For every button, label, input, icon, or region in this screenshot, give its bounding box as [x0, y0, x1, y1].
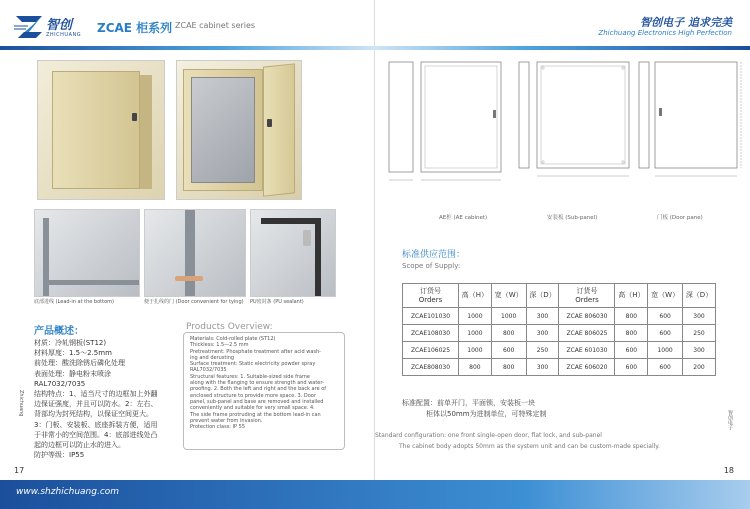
- table-cell: ZCAE101030: [403, 308, 459, 325]
- ae-cabinet-drawing: [385, 58, 505, 188]
- col-width-2: 宽（W）: [648, 284, 683, 308]
- overview-list-cn: [34, 338, 186, 460]
- door-tying-photo: [144, 209, 246, 297]
- header-divider: [0, 46, 375, 50]
- table-cell: 250: [683, 325, 716, 342]
- table-cell: 600: [615, 359, 648, 376]
- caption-door-tying: 便于扎线的门 (Door convenient for tying): [144, 299, 244, 305]
- logo-text-cn: 智创: [46, 18, 73, 33]
- overview-title-en: Products Overview:: [186, 322, 273, 332]
- subpanel-drawing: [515, 58, 635, 188]
- overview-item: 背部均为封死结构，以保证空间更大。: [34, 410, 153, 419]
- overview-box-en: [183, 332, 345, 450]
- hinge: [303, 230, 311, 246]
- table-cell: 1000: [648, 342, 683, 359]
- overview-item-en: Protection class: IP 55: [190, 424, 246, 431]
- config-en-line-1: Standard configuration: one front single-open door, flat lock, and sub-panel: [375, 432, 602, 439]
- overview-item: 于非常小的空间范围。4：底部进线处凸: [34, 430, 158, 439]
- table-row: [403, 308, 716, 325]
- table-row: [403, 342, 716, 359]
- footer-url: www.shzhichuang.com: [16, 487, 120, 497]
- overview-item-en: Structural features: 1. Suitable-sized side frame: [190, 373, 310, 380]
- cabinet-subpanel: [191, 77, 255, 183]
- table-cell: 300: [526, 359, 559, 376]
- overview-title-cn: 产品概述：: [34, 326, 84, 337]
- table-row: [403, 325, 716, 342]
- slogan-cn: 智创电子 追求完美: [640, 16, 732, 29]
- overview-item: 结构特点：1、适当尺寸的边框加上外翻: [34, 390, 158, 399]
- series-title: ZCAE 柜系列: [97, 21, 173, 35]
- door-lock-icon: [267, 119, 272, 127]
- col-width: 宽（W）: [491, 284, 526, 308]
- frame-edge: [43, 218, 49, 297]
- closed-cabinet-photo: [37, 60, 165, 200]
- col-height: 高（H）: [459, 284, 492, 308]
- side-label-right: 智创电子: [727, 410, 733, 430]
- config-en-line-2: The cabinet body adopts 50mm as the system unit and can be custom-made specially.: [399, 443, 660, 450]
- overview-item: 边保证强度，并且可以防水。2：左右、: [34, 400, 158, 409]
- configuration-en: [375, 430, 750, 452]
- caption-door-pane: 门板 (Door pane): [657, 215, 703, 221]
- overview-item: 防护等级：IP55: [34, 451, 85, 460]
- caption-pu-sealant: PU密封条 (PU sealant): [250, 299, 304, 305]
- table-cell: 600: [491, 342, 526, 359]
- side-label-left: Zhichuang: [18, 390, 24, 417]
- overview-item-en: RAL7032/7035: [190, 367, 227, 374]
- overview-item-en: prevent water from invasion.: [190, 417, 263, 424]
- door-rail: [185, 210, 195, 297]
- caption-bottom-leadin: 底部进线 (Lead-in at the bottom): [34, 299, 114, 305]
- tie-strap: [175, 276, 203, 281]
- overview-item-en: The side frame protruding at the bottom lead-in can: [190, 411, 321, 418]
- table-cell: 1000: [491, 308, 526, 325]
- table-cell: 800: [615, 325, 648, 342]
- overview-item: 3：门板、安装板、底座拆装方便，适用: [34, 420, 158, 429]
- cabinet-door: [263, 63, 295, 196]
- table-cell: ZCAE 806030: [559, 308, 615, 325]
- overview-item-en: enclosed structure to provide more space. 3. Door: [190, 392, 316, 399]
- table-cell: ZCAE808030: [403, 359, 459, 376]
- table-cell: 600: [648, 308, 683, 325]
- pu-sealant-photo: [250, 209, 336, 297]
- table-cell: 300: [526, 308, 559, 325]
- table-cell: 800: [491, 359, 526, 376]
- cabinet-side: [140, 75, 152, 189]
- overview-item-en: Surface treatment: Static electricity powder spray: [190, 361, 316, 368]
- supply-table: [402, 283, 716, 376]
- table-cell: ZCAE106025: [403, 342, 459, 359]
- table-cell: 1000: [459, 308, 492, 325]
- table-cell: 600: [648, 359, 683, 376]
- table-row: [403, 359, 716, 376]
- table-cell: 600: [615, 342, 648, 359]
- supply-title-cn: 标准供应范围：: [402, 250, 466, 260]
- bottom-edge: [43, 280, 140, 285]
- logo-mark-icon: [14, 12, 44, 42]
- open-cabinet-photo: [176, 60, 302, 200]
- overview-list-en: [190, 336, 338, 430]
- overview-item: RAL7032/7035: [34, 379, 86, 388]
- table-cell: 600: [648, 325, 683, 342]
- overview-item-en: Thickless: 1.5—2.5 mm: [190, 342, 249, 349]
- table-header-row: [403, 284, 716, 308]
- table-cell: 300: [683, 342, 716, 359]
- slogan-en: Zhichuang Electronics High Perfection: [598, 29, 732, 37]
- company-logo: [14, 12, 84, 46]
- supply-title-en: Scope of Supply:: [402, 262, 461, 270]
- overview-item-en: panel, sub-panel and base are removed and installed: [190, 398, 324, 405]
- series-subtitle: ZCAE cabinet series: [175, 21, 256, 30]
- overview-item: 材质：冷轧钢板(ST12): [34, 339, 107, 347]
- lock-icon: [132, 113, 137, 121]
- col-height-2: 高（H）: [615, 284, 648, 308]
- col-orders: 订货号 Orders: [403, 284, 459, 308]
- table-cell: 1000: [459, 325, 492, 342]
- seal-strip-side: [315, 218, 321, 297]
- table-cell: ZCAE 806025: [559, 325, 615, 342]
- table-cell: 800: [459, 359, 492, 376]
- overview-item: 材料厚度：1.5～2.5mm: [34, 349, 112, 358]
- cabinet-front: [52, 71, 140, 189]
- table-cell: ZCAE 606020: [559, 359, 615, 376]
- overview-item: 表面处理：静电粉末喷涂: [34, 369, 111, 378]
- table-cell: ZCAE 601030: [559, 342, 615, 359]
- overview-item-en: Pretreatment: Phosphate treatment after acid wash-: [190, 348, 321, 355]
- overview-item-en: ing and derusting: [190, 354, 235, 361]
- logo-text-en: ZHICHUANG: [46, 32, 82, 38]
- overview-item-en: Materials: Cold-rolled plate (ST12): [190, 336, 276, 342]
- right-page: [375, 0, 750, 509]
- col-depth-2: 深（D）: [683, 284, 716, 308]
- page-number-right: 18: [723, 466, 734, 475]
- table-cell: 800: [491, 325, 526, 342]
- config-line-1: 标准配置：前单开门，平面锁，安装板一块: [402, 399, 535, 407]
- table-cell: 200: [683, 359, 716, 376]
- caption-ae-cabinet: AE柜 (AE cabinet): [439, 215, 488, 221]
- col-orders-2: 订货号 Orders: [559, 284, 615, 308]
- overview-item-en: proofing. 2. Both the left and right and the back are of: [190, 386, 327, 393]
- overview-item: 前处理：酸洗除锈后磷化处理: [34, 359, 125, 368]
- overview-item-en: along with the flanging to ensure strength and water-: [190, 380, 324, 387]
- table-cell: 250: [526, 342, 559, 359]
- config-line-2: 柜体以50mm为进制单位，可特殊定制: [426, 410, 547, 418]
- table-cell: 300: [526, 325, 559, 342]
- table-cell: ZCAE108030: [403, 325, 459, 342]
- configuration-cn: [402, 398, 547, 420]
- col-depth: 深（D）: [526, 284, 559, 308]
- overview-item: 起的边框可以防止水的进入。: [34, 441, 125, 450]
- caption-subpanel: 安装板 (Sub-panel): [547, 215, 598, 221]
- seal-strip-top: [261, 218, 321, 224]
- door-pane-drawing: [635, 58, 745, 188]
- table-cell: 800: [615, 308, 648, 325]
- header-divider-right: [375, 46, 750, 50]
- bottom-leadin-photo: [34, 209, 140, 297]
- table-cell: 1000: [459, 342, 492, 359]
- page-number-left: 17: [14, 466, 25, 475]
- table-cell: 300: [683, 308, 716, 325]
- overview-item-en: conveniently and suitable for very small space. 4.: [190, 405, 315, 412]
